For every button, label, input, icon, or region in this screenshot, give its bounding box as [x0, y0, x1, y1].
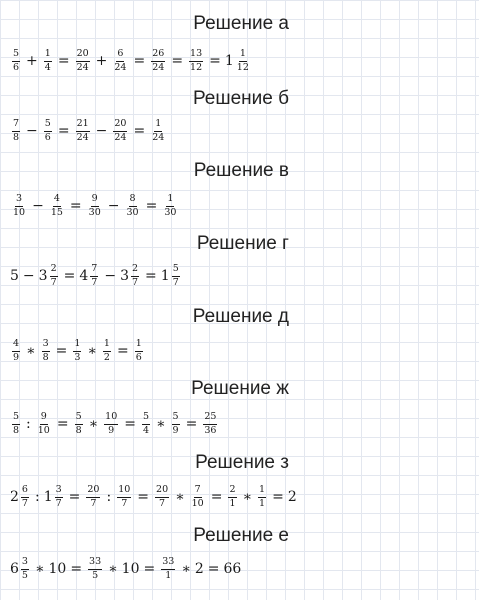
- operator: =: [124, 416, 136, 432]
- numerator: 7: [194, 485, 202, 498]
- fraction: [44, 49, 52, 74]
- operator: ∗: [88, 416, 99, 432]
- fraction: [151, 119, 165, 144]
- operator: =: [57, 123, 70, 139]
- fraction: [113, 49, 127, 74]
- fraction: [21, 557, 29, 582]
- numerator: 1: [166, 194, 174, 207]
- numerator: 33: [88, 557, 102, 570]
- numerator: 5: [12, 49, 20, 62]
- numerator: 8: [129, 194, 137, 207]
- fraction: [203, 412, 217, 437]
- operator: =: [145, 268, 157, 284]
- operator: =: [210, 489, 223, 505]
- fraction: [236, 49, 250, 74]
- whole-number: 66: [223, 561, 242, 577]
- operator: −: [104, 268, 117, 284]
- operator: =: [137, 489, 150, 505]
- denominator: 7: [159, 497, 166, 509]
- operator: +: [26, 53, 38, 69]
- numerator: 4: [53, 194, 61, 207]
- numerator: 2: [228, 485, 236, 498]
- fraction: [117, 485, 131, 510]
- heading-solution-b: Решение б: [192, 88, 289, 109]
- heading-solution-e: Решение е: [193, 525, 289, 546]
- fraction: [191, 485, 205, 510]
- operator: −: [107, 198, 120, 214]
- numerator: 10: [104, 412, 118, 425]
- operator: ∗: [87, 343, 97, 359]
- operator: +: [95, 53, 108, 69]
- operator: −: [32, 198, 44, 214]
- fraction: [125, 194, 139, 219]
- numerator: 20: [113, 119, 127, 132]
- whole-number: 2: [194, 561, 204, 577]
- fraction: [113, 119, 127, 144]
- whole-number: 2: [10, 489, 19, 505]
- denominator: 30: [126, 206, 139, 218]
- denominator: 4: [142, 424, 150, 436]
- operator: =: [63, 268, 76, 284]
- fraction: [131, 264, 139, 289]
- operator: ∗: [242, 489, 253, 505]
- operator: =: [57, 53, 70, 69]
- heading-solution-g: Решение г: [196, 233, 289, 254]
- numerator: 6: [21, 485, 29, 498]
- numerator: 1: [44, 49, 52, 62]
- denominator: 24: [152, 131, 165, 143]
- fraction: [42, 339, 50, 364]
- denominator: 1: [259, 497, 266, 509]
- fraction: [161, 557, 175, 582]
- fraction: [172, 264, 180, 289]
- equation-v: [10, 188, 179, 224]
- numerator: 3: [21, 557, 29, 570]
- whole-number: 10: [48, 561, 67, 577]
- operator: =: [272, 489, 284, 505]
- fraction: [44, 119, 52, 144]
- numerator: 5: [172, 264, 180, 277]
- heading-solution-zh: Решение ж: [191, 378, 289, 399]
- equation-g: [10, 258, 182, 294]
- whole-number: 3: [38, 268, 48, 284]
- numerator: 21: [76, 119, 90, 132]
- denominator: 7: [21, 497, 28, 509]
- operator: ∗: [108, 561, 118, 577]
- fraction: [21, 485, 29, 510]
- denominator: 8: [75, 424, 82, 436]
- denominator: 8: [42, 351, 49, 363]
- fraction: [142, 412, 150, 437]
- denominator: 7: [55, 497, 62, 509]
- denominator: 7: [50, 276, 57, 288]
- denominator: 7: [121, 497, 128, 509]
- denominator: 4: [44, 61, 51, 73]
- denominator: 30: [88, 206, 101, 218]
- numerator: 33: [161, 557, 175, 570]
- fraction: [258, 485, 266, 510]
- denominator: 6: [44, 131, 51, 143]
- fraction: [189, 49, 203, 74]
- fraction: [50, 264, 58, 289]
- numerator: 10: [117, 485, 131, 498]
- fraction: [50, 194, 64, 219]
- numerator: 5: [44, 119, 52, 132]
- numerator: 1: [103, 339, 111, 352]
- numerator: 20: [86, 485, 100, 498]
- fraction: [104, 412, 118, 437]
- denominator: 10: [13, 206, 26, 218]
- fraction: [12, 412, 20, 437]
- operator: =: [171, 53, 184, 69]
- equation-z: [10, 479, 297, 515]
- fraction: [55, 485, 63, 510]
- numerator: 1: [258, 485, 266, 498]
- whole-number: 6: [10, 561, 19, 577]
- denominator: 7: [91, 276, 98, 288]
- operator: =: [185, 416, 198, 432]
- operator: =: [55, 343, 68, 359]
- denominator: 12: [190, 61, 203, 73]
- operator: =: [70, 561, 83, 577]
- operator: =: [133, 123, 146, 139]
- operator: =: [68, 489, 81, 505]
- denominator: 5: [92, 569, 99, 581]
- denominator: 9: [172, 424, 179, 436]
- denominator: 10: [191, 497, 204, 509]
- fraction: [75, 412, 83, 437]
- denominator: 30: [164, 206, 177, 218]
- heading-solution-a: Решение а: [193, 13, 289, 34]
- operator: =: [133, 53, 146, 69]
- operator: ∗: [34, 561, 45, 577]
- equation-b: [10, 113, 167, 149]
- equation-e: [10, 551, 241, 587]
- denominator: 15: [50, 206, 63, 218]
- operator: =: [56, 416, 69, 432]
- equation-a: [10, 43, 252, 79]
- denominator: 1: [165, 569, 172, 581]
- numerator: 2: [131, 264, 139, 277]
- fraction: [88, 557, 102, 582]
- numerator: 1: [135, 339, 143, 352]
- heading-solution-d: Решение д: [192, 306, 289, 327]
- numerator: 20: [155, 485, 169, 498]
- numerator: 7: [12, 119, 20, 132]
- heading-solution-z: Решение з: [195, 452, 289, 473]
- heading-solution-v: Решение в: [193, 160, 289, 181]
- numerator: 5: [12, 412, 20, 425]
- fraction: [103, 339, 111, 364]
- numerator: 7: [90, 264, 98, 277]
- fraction: [88, 194, 102, 219]
- denominator: 8: [13, 424, 20, 436]
- denominator: 10: [37, 424, 50, 436]
- denominator: 36: [204, 424, 217, 436]
- numerator: 5: [172, 412, 180, 425]
- denominator: 1: [229, 497, 236, 509]
- equation-zh: [10, 406, 219, 442]
- numerator: 3: [42, 339, 50, 352]
- operator: :: [106, 489, 112, 505]
- denominator: 9: [108, 424, 115, 436]
- operator: ∗: [26, 343, 36, 359]
- fraction: [228, 485, 236, 510]
- fraction: [163, 194, 177, 219]
- fraction: [12, 119, 20, 144]
- denominator: 7: [90, 497, 97, 509]
- operator: :: [34, 489, 40, 505]
- fraction: [135, 339, 143, 364]
- fraction: [12, 49, 20, 74]
- denominator: 7: [172, 276, 179, 288]
- fraction: [172, 412, 180, 437]
- fraction: [37, 412, 51, 437]
- operator: ∗: [156, 416, 166, 432]
- whole-number: 5: [10, 268, 19, 284]
- denominator: 24: [76, 131, 89, 143]
- numerator: 1: [239, 49, 247, 62]
- denominator: 6: [13, 61, 20, 73]
- operator: −: [26, 123, 38, 139]
- denominator: 3: [74, 351, 81, 363]
- denominator: 24: [114, 61, 127, 73]
- fraction: [73, 339, 81, 364]
- numerator: 5: [75, 412, 83, 425]
- numerator: 13: [189, 49, 203, 62]
- whole-number: 1: [160, 268, 170, 284]
- operator: :: [26, 416, 31, 432]
- fraction: [155, 485, 169, 510]
- numerator: 25: [203, 412, 217, 425]
- operator: =: [116, 343, 129, 359]
- numerator: 4: [12, 339, 20, 352]
- whole-number: 4: [79, 268, 89, 284]
- numerator: 1: [73, 339, 81, 352]
- fraction: [12, 339, 20, 364]
- numerator: 6: [116, 49, 124, 62]
- denominator: 6: [135, 351, 142, 363]
- fraction: [76, 119, 90, 144]
- whole-number: 1: [43, 489, 53, 505]
- numerator: 9: [91, 194, 99, 207]
- numerator: 2: [50, 264, 58, 277]
- operator: =: [69, 198, 82, 214]
- equation-d: [10, 333, 145, 369]
- operator: ∗: [181, 561, 191, 577]
- operator: =: [207, 561, 220, 577]
- denominator: 24: [114, 131, 127, 143]
- whole-number: 3: [120, 268, 129, 284]
- operator: =: [145, 198, 158, 214]
- fraction: [86, 485, 100, 510]
- operator: =: [209, 53, 221, 69]
- denominator: 7: [131, 276, 139, 288]
- fraction: [12, 194, 26, 219]
- numerator: 3: [55, 485, 63, 498]
- fraction: [90, 264, 98, 289]
- numerator: 9: [40, 412, 48, 425]
- numerator: 3: [15, 194, 23, 207]
- operator: ∗: [175, 489, 185, 505]
- whole-number: 1: [224, 53, 234, 69]
- denominator: 5: [21, 569, 28, 581]
- denominator: 2: [103, 351, 110, 363]
- numerator: 5: [142, 412, 150, 425]
- whole-number: 10: [121, 561, 140, 577]
- operator: −: [95, 123, 108, 139]
- operator: =: [143, 561, 156, 577]
- denominator: 24: [76, 61, 89, 73]
- denominator: 24: [152, 61, 165, 73]
- denominator: 8: [13, 131, 20, 143]
- numerator: 20: [76, 49, 90, 62]
- numerator: 26: [151, 49, 165, 62]
- whole-number: 2: [287, 489, 297, 505]
- operator: −: [22, 268, 35, 284]
- fraction: [76, 49, 90, 74]
- denominator: 9: [13, 351, 20, 363]
- fraction: [151, 49, 165, 74]
- denominator: 12: [236, 61, 249, 73]
- numerator: 1: [154, 119, 162, 132]
